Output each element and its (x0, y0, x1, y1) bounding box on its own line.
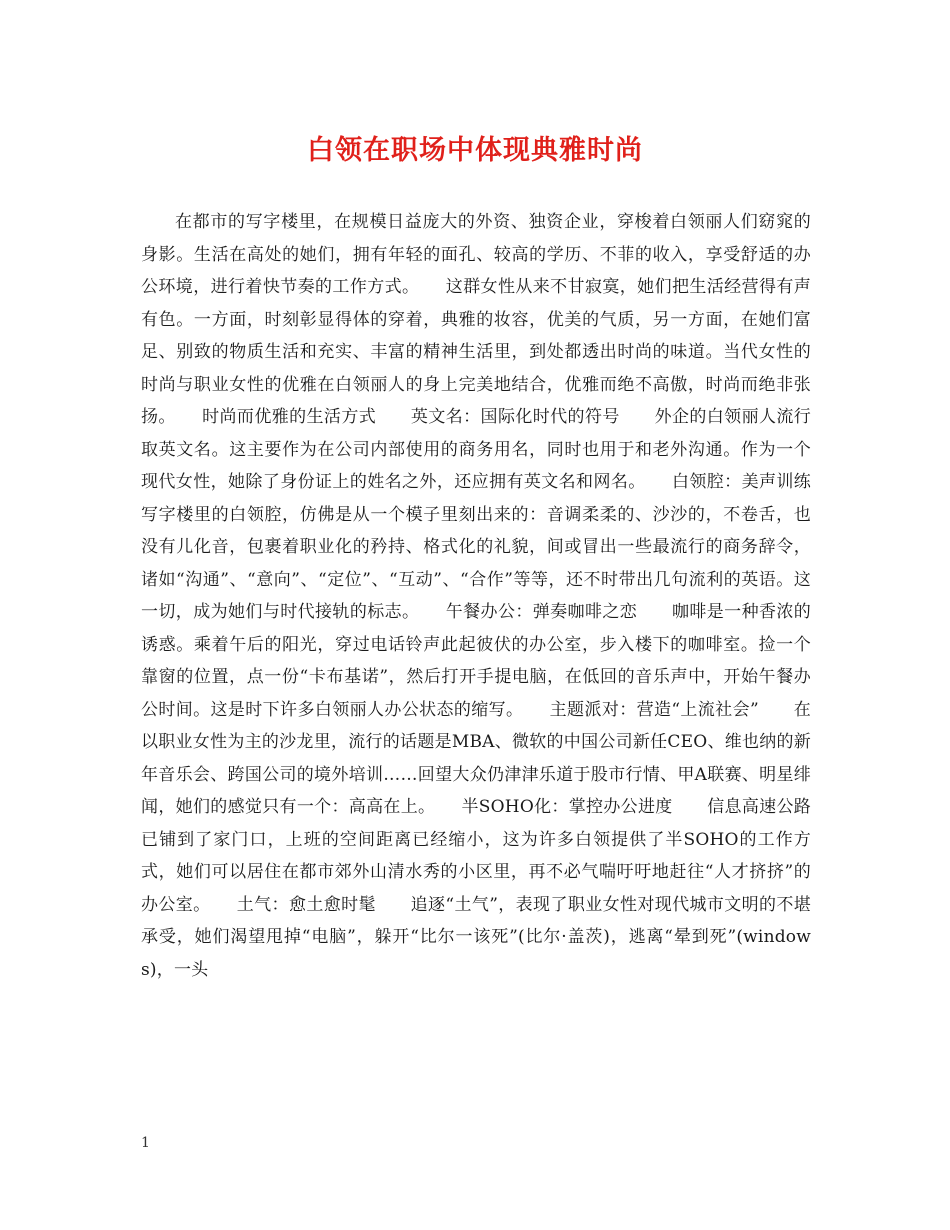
document-title: 白领在职场中体现典雅时尚 (307, 135, 643, 166)
body-paragraph: 在都市的写字楼里，在规模日益庞大的外资、独资企业，穿梭着白领丽人们窈窕的身影。生活在高处的她们，拥有年轻的面孔、较高的学历、不菲的收入，享受舒适的办公环境，进行着快节奏的工作方式。 这群女性从来不甘寂寞，她们把生活经营得有声有色。一方面，时刻彰显得体的穿着，典雅的妆容，优美的气质，另一方面，在她们富足、别致的物质生活和充实、丰富的精神生活里，到处都透出时尚的味道。当代女性的时尚与职业女性的优雅在白领丽人的身上完美地结合，优雅而绝不高傲，时尚而绝非张扬。 时尚而优雅的生活方式 英文名：国际化时代的符号 外企的白领丽人流行取英文名。这主要作为在公司内部使用的商务用名，同时也用于和老外沟通。作为一个现代女性，她除了身份证上的姓名之外，还应拥有英文名和网名。 白领腔：美声训练 写字楼里的白领腔，仿佛是从一个模子里刻出来的：音调柔柔的、沙沙的，不卷舌，也没有儿化音，包裹着职业化的矜持、格式化的礼貌，间或冒出一些最流行的商务辞令，诸如“沟通”、“意向”、“定位”、“互动”、“合作”等等，还不时带出几句流利的英语。这一切，成为她们与时代接轨的标志。 午餐办公：弹奏咖啡之恋 咖啡是一种香浓的诱惑。乘着午后的阳光，穿过电话铃声此起彼伏的办公室，步入楼下的咖啡室。捡一个靠窗的位置，点一份“卡布基诺”，然后打开手提电脑，在低回的音乐声中，开始午餐办公时间。这是时下许多白领丽人办公状态的缩写。 主题派对：营造“上流社会” 在以职业女性为主的沙龙里，流行的话题是MBA、微软的中国公司新任CEO、维也纳的新年音乐会、跨国公司的境外培训……回望大众仍津津乐道于股市行情、甲A联赛、明星绯闻，她们的感觉只有一个：高高在上。 半SOHO化：掌控办公进度 信息高速公路已铺到了家门口，上班的空间距离已经缩小，这为许多白领提供了半SOHO的工作方式，她们可以居住在都市郊外山清水秀的小区里，再不必气喘吁吁地赶往“人才挤挤”的办公室。 土气：愈土愈时髦 追逐“土气”，表现了职业女性对现代城市文明的不堪承受，她们渴望甩掉“电脑”，躲开“比尔一该死”(比尔·盖茨)，逃离“晕到死”(windows)，一头 (141, 212, 846, 980)
page-number: 1 (141, 1135, 150, 1151)
